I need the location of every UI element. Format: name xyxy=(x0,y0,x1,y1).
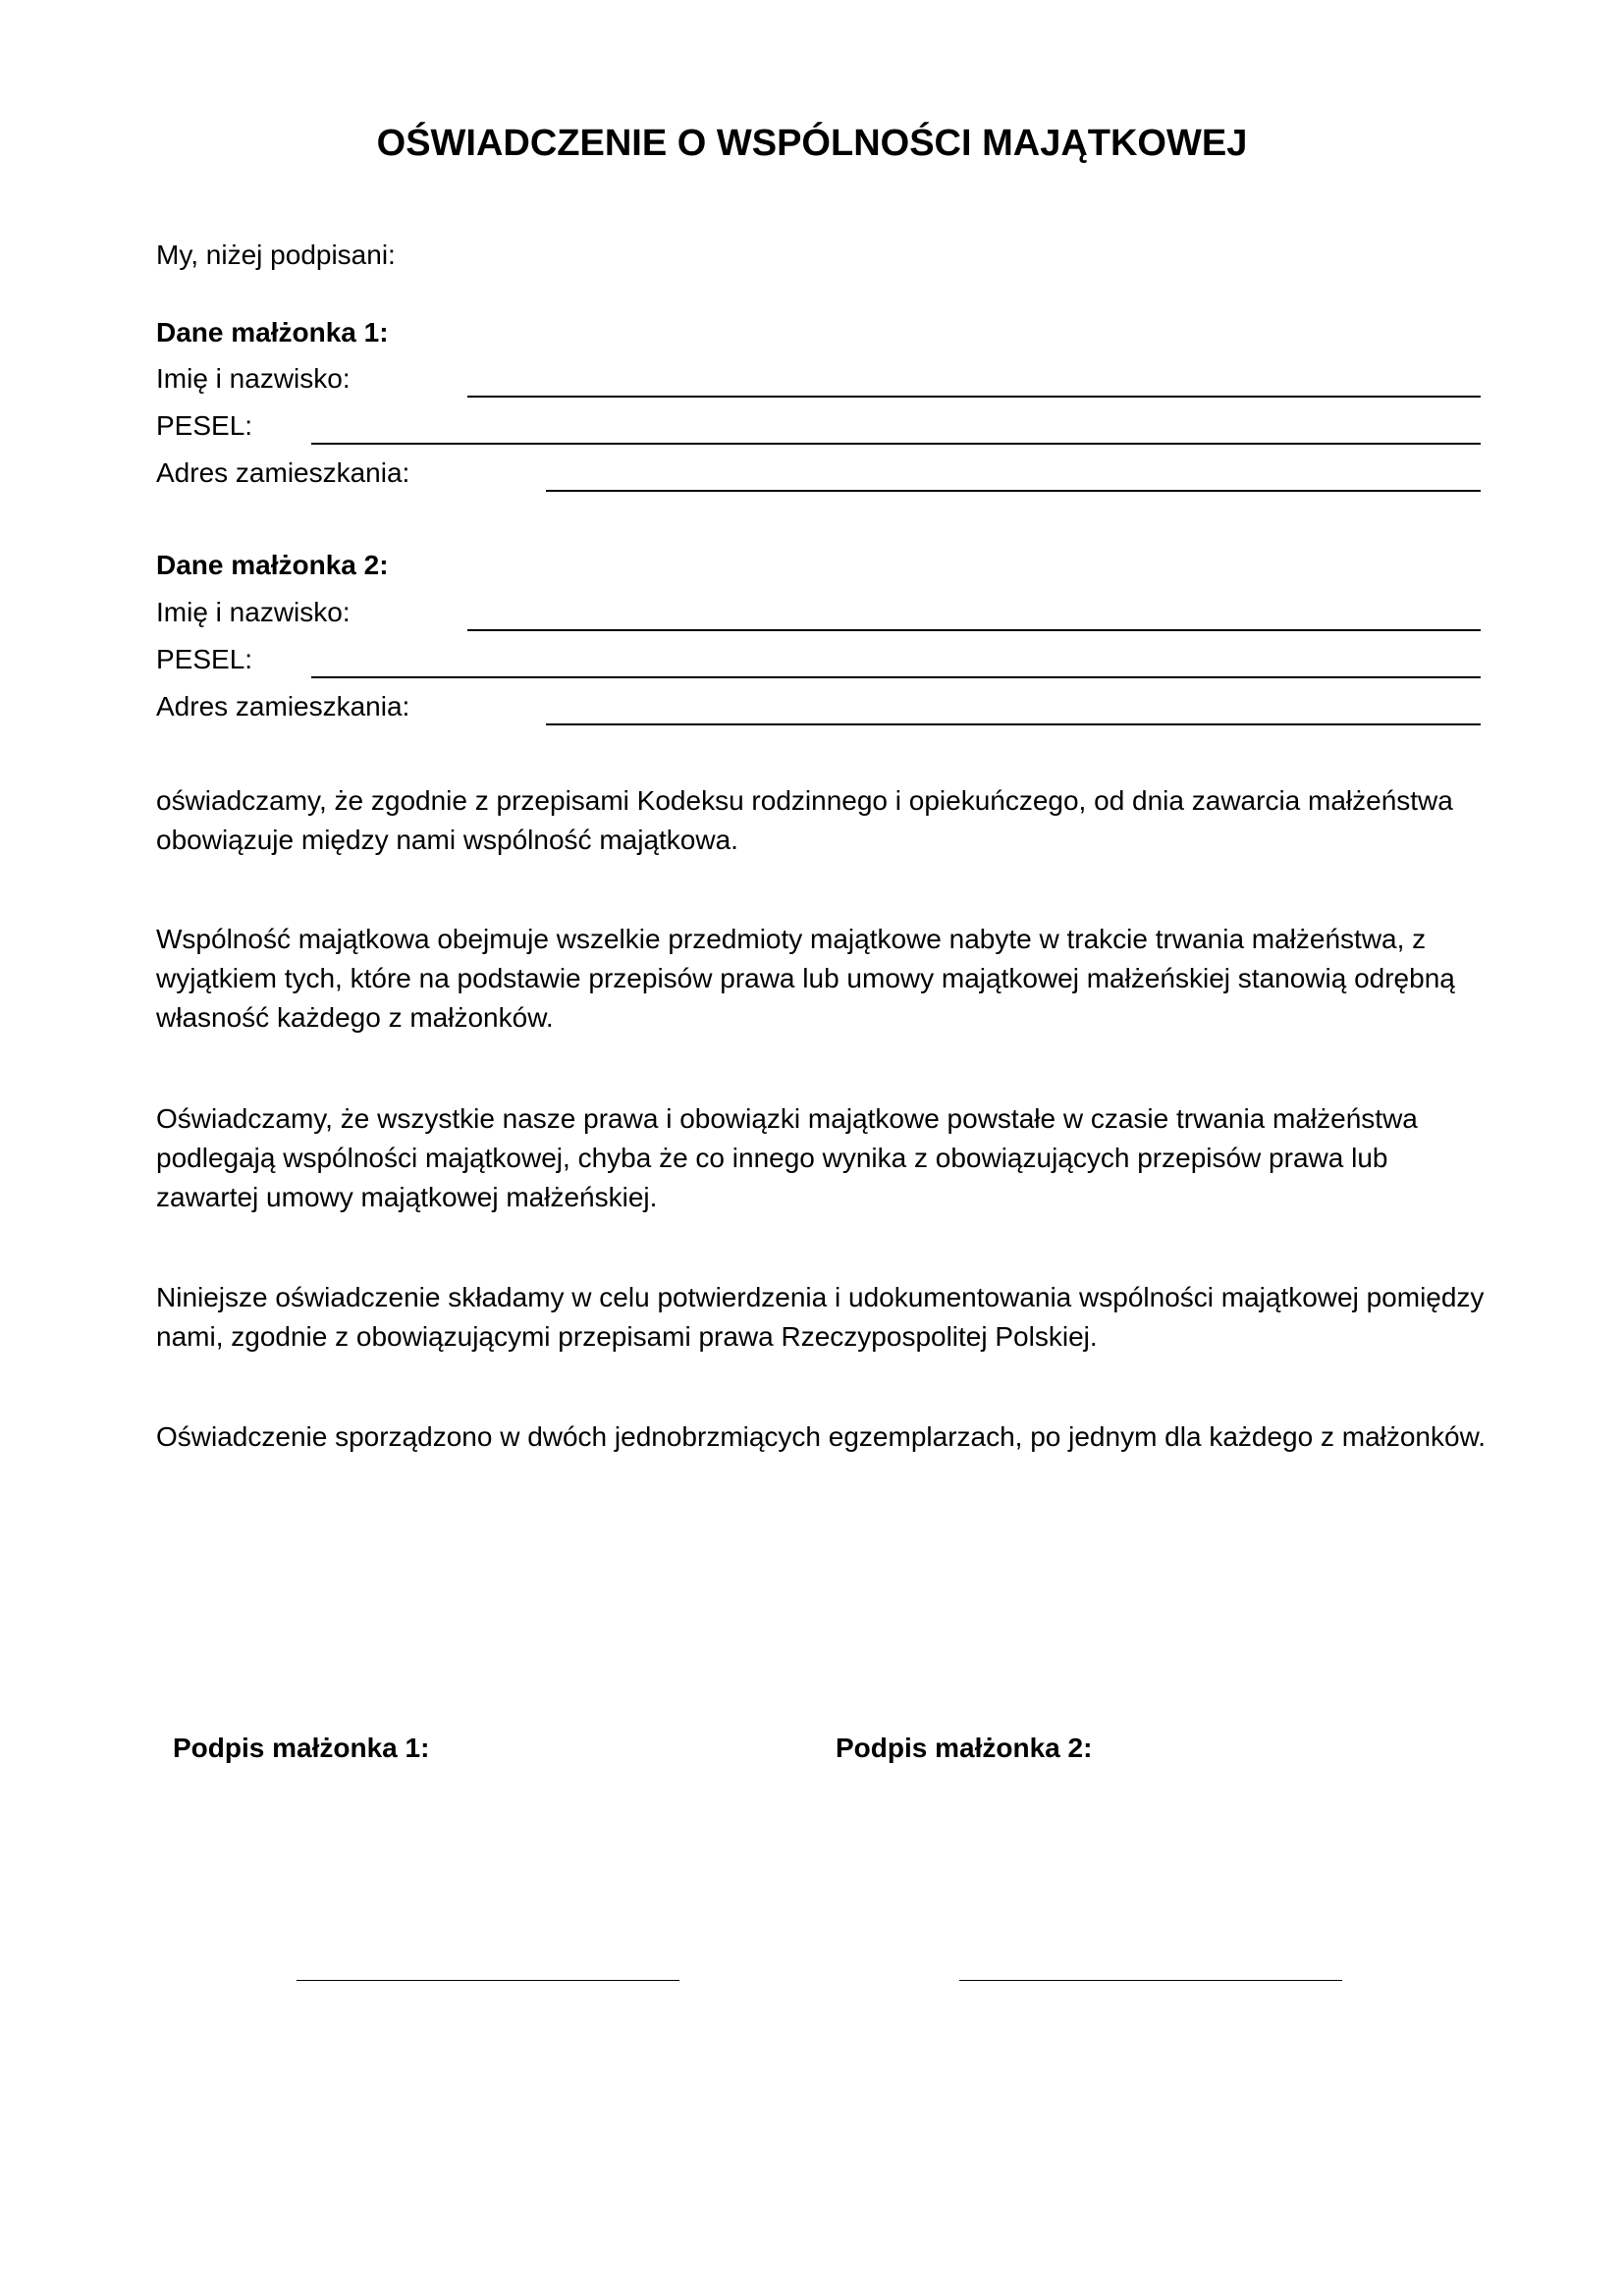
paragraph-copies: Oświadczenie sporządzono w dwóch jednobrzmiących egzemplarzach, po jednym dla każdego z małżonków. xyxy=(156,1421,1487,1452)
signature1-line[interactable] xyxy=(297,1980,679,1981)
spouse2-address-field[interactable] xyxy=(546,723,1481,725)
signature2-label: Podpis małżonka 2: xyxy=(836,1733,1093,1763)
spouse1-heading: Dane małżonka 1: xyxy=(156,317,389,347)
spouse1-address-label: Adres zamieszkania: xyxy=(156,457,410,488)
spouse1-pesel-label: PESEL: xyxy=(156,410,253,441)
spouse2-heading: Dane małżonka 2: xyxy=(156,550,389,580)
spouse2-pesel-field[interactable] xyxy=(311,676,1481,678)
document-title: OŚWIADCZENIE O WSPÓLNOŚCI MAJĄTKOWEJ xyxy=(376,123,1248,164)
spouse2-address-label: Adres zamieszkania: xyxy=(156,691,410,721)
spouse2-name-field[interactable] xyxy=(467,629,1481,631)
spouse1-name-field[interactable] xyxy=(467,396,1481,398)
paragraph-rights: Oświadczamy, że wszystkie nasze prawa i obowiązki majątkowe powstałe w czasie trwania małżeństwa podlegają wspólności majątkowej, chyba że co innego wynika z obowiązujących przepisów prawa lub zawartej umowy majątkowej małżeńskiej. xyxy=(156,1103,1418,1212)
spouse1-name-label: Imię i nazwisko: xyxy=(156,363,351,394)
paragraph-scope: Wspólność majątkowa obejmuje wszelkie przedmioty majątkowe nabyte w trakcie trwania małżeństwa, z wyjątkiem tych, które na podstawie przepisów prawa lub umowy majątkowej małżeńskiej stanowią odrębną własność każdego z małżonków. xyxy=(156,924,1455,1033)
intro-text: My, niżej podpisani: xyxy=(156,240,396,270)
spouse1-address-field[interactable] xyxy=(546,490,1481,492)
paragraph-declaration: oświadczamy, że zgodnie z przepisami Kodeksu rodzinnego i opiekuńczego, od dnia zawarcia małżeństwa obowiązuje między nami wspólność majątkowa. xyxy=(156,785,1453,855)
signature1-label: Podpis małżonka 1: xyxy=(173,1733,430,1763)
spouse2-pesel-label: PESEL: xyxy=(156,644,253,674)
spouse2-name-label: Imię i nazwisko: xyxy=(156,597,351,627)
paragraph-purpose: Niniejsze oświadczenie składamy w celu potwierdzenia i udokumentowania wspólności majątkowej pomiędzy nami, zgodnie z obowiązującymi przepisami prawa Rzeczypospolitej Polskiej. xyxy=(156,1282,1485,1352)
spouse1-pesel-field[interactable] xyxy=(311,443,1481,445)
signature2-line[interactable] xyxy=(959,1980,1342,1981)
